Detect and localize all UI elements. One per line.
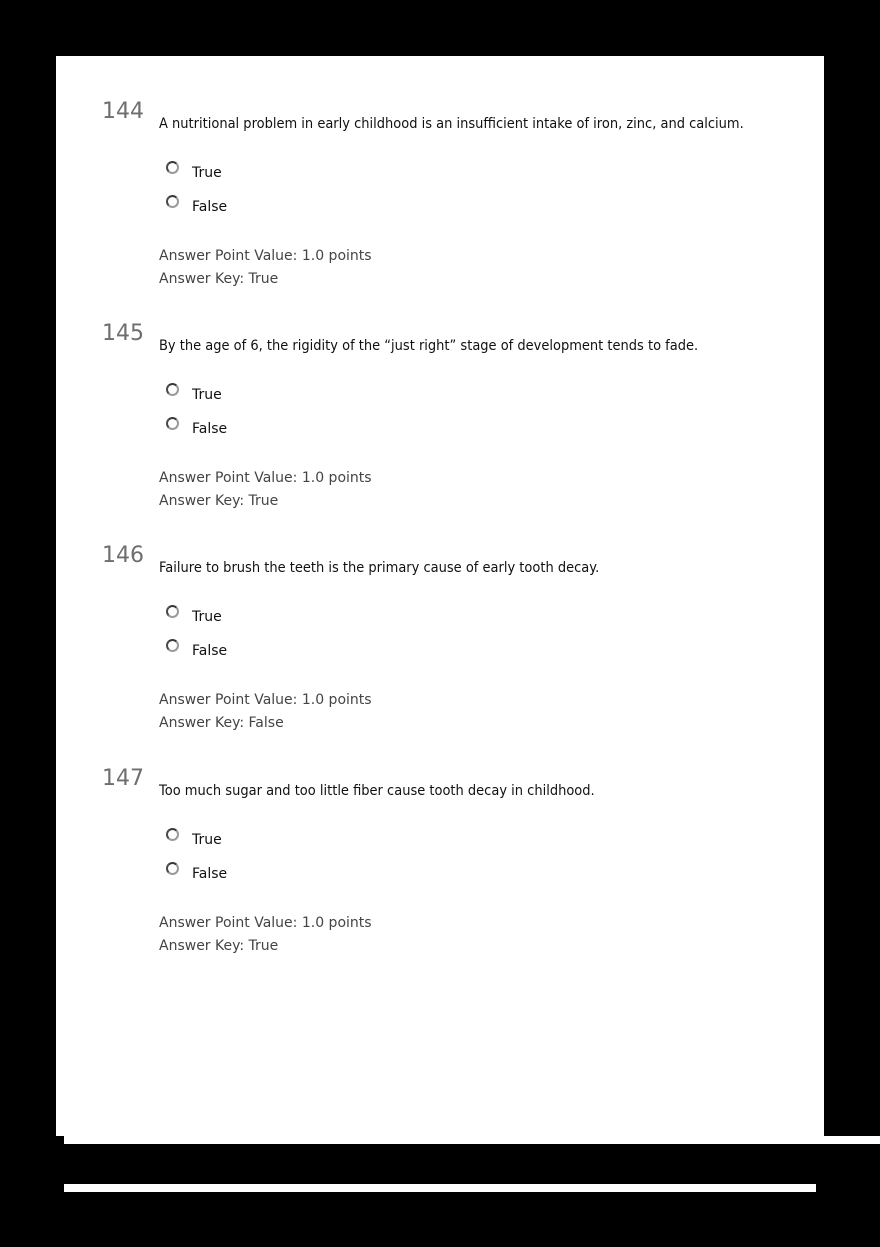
radio-unselected-icon[interactable]	[166, 383, 179, 396]
radio-unselected-icon[interactable]	[166, 605, 179, 618]
question-number: 144	[102, 99, 144, 124]
option-label: False	[192, 866, 228, 882]
question-146	[56, 543, 824, 743]
option-true[interactable]	[166, 161, 222, 181]
option-label: True	[192, 609, 222, 625]
radio-unselected-icon[interactable]	[166, 417, 179, 430]
answer-key: Answer Key: False	[159, 715, 284, 731]
option-label: False	[192, 199, 228, 215]
radio-unselected-icon[interactable]	[166, 195, 179, 208]
radio-unselected-icon[interactable]	[166, 161, 179, 174]
answer-key: Answer Key: True	[159, 493, 279, 509]
answer-point-value: Answer Point Value: 1.0 points	[159, 470, 372, 486]
option-false[interactable]	[166, 639, 227, 659]
option-false[interactable]	[166, 195, 227, 215]
answer-point-value: Answer Point Value: 1.0 points	[159, 915, 372, 931]
answer-key: Answer Key: True	[159, 938, 279, 954]
page-bottom-strip	[64, 1136, 880, 1144]
answer-point-value: Answer Point Value: 1.0 points	[159, 248, 372, 264]
question-144	[56, 99, 824, 299]
question-number: 147	[102, 766, 144, 791]
question-147	[56, 766, 824, 966]
question-number: 145	[102, 321, 144, 346]
option-label: True	[192, 165, 222, 181]
option-false[interactable]	[166, 417, 227, 437]
document-page	[56, 56, 824, 1136]
page-bottom-bar	[64, 1184, 816, 1192]
option-label: True	[192, 832, 222, 848]
option-label: False	[192, 643, 228, 659]
radio-unselected-icon[interactable]	[166, 639, 179, 652]
option-true[interactable]	[166, 383, 222, 403]
question-145	[56, 321, 824, 521]
question-text: Too much sugar and too little fiber cause tooth decay in childhood.	[159, 783, 595, 799]
radio-unselected-icon[interactable]	[166, 828, 179, 841]
option-true[interactable]	[166, 605, 222, 625]
answer-key: Answer Key: True	[159, 271, 279, 287]
question-text: By the age of 6, the rigidity of the “just right” stage of development tends to fade.	[159, 338, 699, 354]
answer-point-value: Answer Point Value: 1.0 points	[159, 692, 372, 708]
question-text: Failure to brush the teeth is the primary cause of early tooth decay.	[159, 560, 600, 576]
question-text: A nutritional problem in early childhood is an insufficient intake of iron, zinc, and calcium.	[159, 116, 744, 132]
option-false[interactable]	[166, 862, 227, 882]
option-label: True	[192, 387, 222, 403]
option-true[interactable]	[166, 828, 222, 848]
question-number: 146	[102, 543, 144, 568]
option-label: False	[192, 421, 228, 437]
radio-unselected-icon[interactable]	[166, 862, 179, 875]
